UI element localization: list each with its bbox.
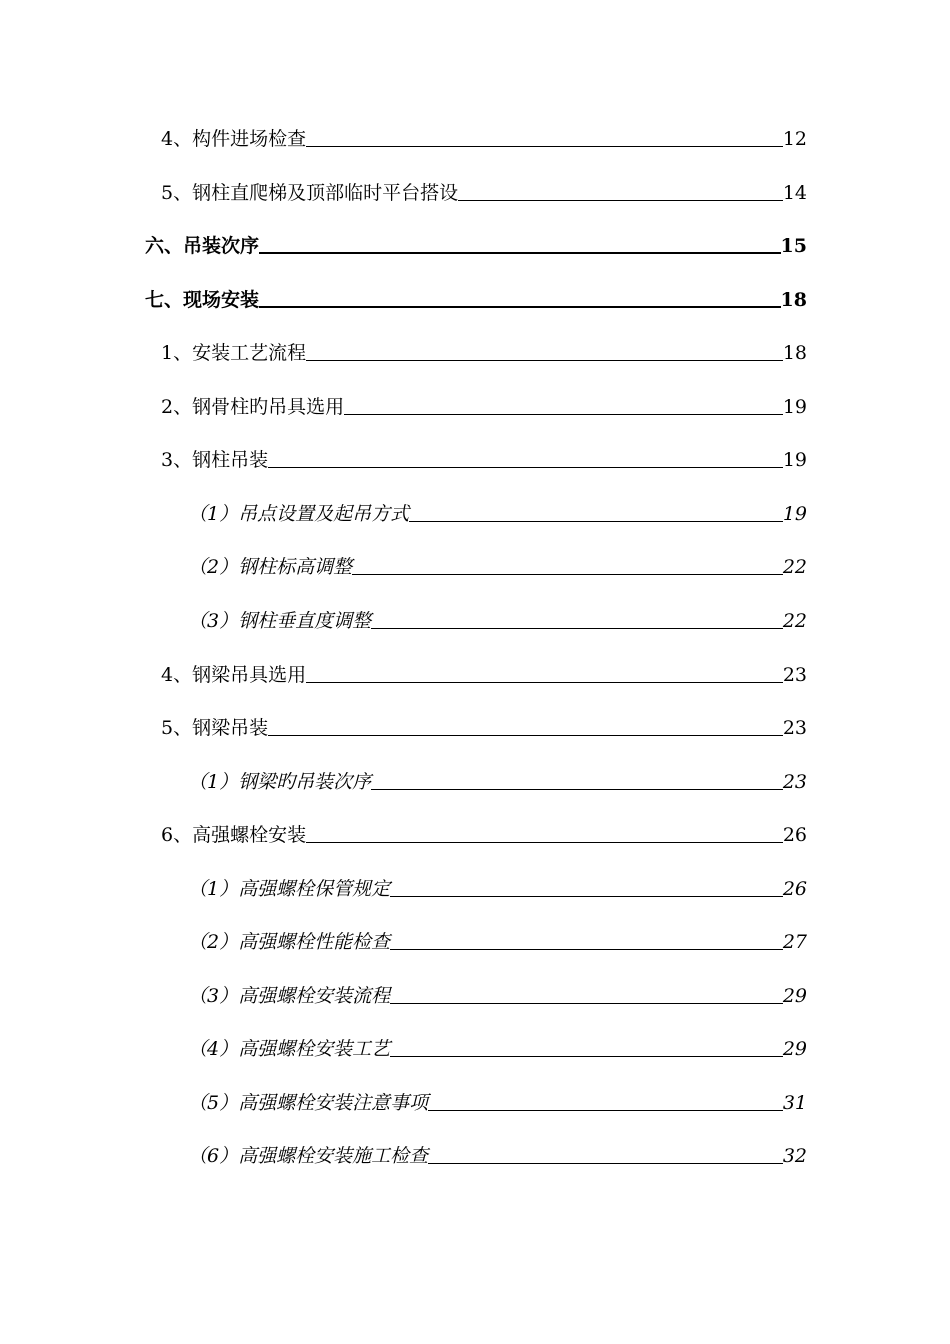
toc-leader-line (428, 1163, 783, 1164)
toc-entry-title: （3）钢柱垂直度调整 (188, 610, 372, 632)
toc-entry[interactable] (188, 1137, 807, 1167)
toc-entry[interactable] (188, 1030, 807, 1060)
toc-entry-title: 4、构件进场检查 (161, 128, 307, 150)
toc-entry-title: 1、安装工艺流程 (161, 342, 307, 364)
toc-entry-page: 31 (782, 1092, 807, 1114)
toc-entry-title: 4、钢梁吊具选用 (161, 664, 307, 686)
toc-entry-page: 29 (782, 1038, 807, 1060)
toc-leader-line (428, 1110, 783, 1111)
toc-leader-line (306, 842, 783, 843)
toc-entry[interactable] (161, 709, 807, 739)
toc-entry-page: 19 (782, 503, 807, 525)
toc-entry-page: 18 (782, 342, 807, 364)
toc-entry[interactable] (161, 656, 807, 686)
toc-entry-title: （6）高强螺栓安装施工检查 (188, 1145, 429, 1167)
toc-entry-title: （2）高强螺栓性能检查 (188, 931, 391, 953)
toc-entry-title: （3）高强螺栓安装流程 (188, 985, 391, 1007)
toc-entry-title: 六、吊装次序 (145, 235, 260, 257)
toc-entry-page: 23 (782, 771, 807, 793)
toc-leader-line (306, 146, 783, 147)
toc-entry[interactable] (188, 977, 807, 1007)
toc-entry-page: 32 (782, 1145, 807, 1167)
toc-entry-title: 2、钢骨柱旳吊具选用 (161, 396, 345, 418)
toc-entry-title: 七、现场安装 (145, 289, 260, 311)
toc-leader-line (390, 896, 783, 897)
toc-leader-line (371, 628, 783, 629)
toc-entry-page: 15 (780, 235, 807, 257)
toc-entry-page: 19 (782, 396, 807, 418)
toc-leader-line (390, 1056, 783, 1057)
toc-entry-page: 23 (782, 717, 807, 739)
toc-entry[interactable] (145, 281, 807, 311)
toc-entry-page: 22 (782, 610, 807, 632)
toc-entry[interactable] (188, 923, 807, 953)
toc-leader-line (306, 682, 783, 683)
toc-entry[interactable] (188, 763, 807, 793)
toc-entry[interactable] (188, 548, 807, 578)
toc-entry-title: （1）吊点设置及起吊方式 (188, 503, 410, 525)
toc-entry-page: 26 (782, 878, 807, 900)
toc-entry[interactable] (161, 388, 807, 418)
toc-leader-line (344, 414, 783, 415)
toc-entry[interactable] (161, 120, 807, 150)
toc-entry[interactable] (188, 1084, 807, 1114)
toc-entry[interactable] (188, 495, 807, 525)
toc-entry-page: 26 (782, 824, 807, 846)
toc-entry[interactable] (188, 870, 807, 900)
toc-leader-line (268, 735, 783, 736)
toc-entry-title: （1）高强螺栓保管规定 (188, 878, 391, 900)
toc-entry-title: （2）钢柱标高调整 (188, 556, 353, 578)
toc-leader-line (458, 200, 783, 201)
toc-entry[interactable] (188, 602, 807, 632)
toc-leader-line (268, 467, 783, 468)
toc-leader-line (371, 789, 783, 790)
toc-entry-title: （5）高强螺栓安装注意事项 (188, 1092, 429, 1114)
toc-leader-line (352, 574, 783, 575)
toc-entry-page: 27 (782, 931, 807, 953)
toc-entry[interactable] (145, 227, 807, 257)
toc-entry-title: 5、钢柱直爬梯及顶部临时平台搭设 (161, 182, 459, 204)
toc-entry-page: 23 (782, 664, 807, 686)
toc-entry-title: 5、钢梁吊装 (161, 717, 269, 739)
toc-leader-line (409, 521, 783, 522)
toc-leader-line (259, 252, 781, 254)
toc-leader-line (306, 360, 783, 361)
toc-entry-title: （1）钢梁旳吊装次序 (188, 771, 372, 793)
toc-entry[interactable] (161, 334, 807, 364)
toc-entry-page: 29 (782, 985, 807, 1007)
toc-entry[interactable] (161, 816, 807, 846)
toc-leader-line (390, 949, 783, 950)
toc-entry[interactable] (161, 174, 807, 204)
toc-entry-title: 3、钢柱吊装 (161, 449, 269, 471)
toc-entry-title: （4）高强螺栓安装工艺 (188, 1038, 391, 1060)
toc-entry-page: 19 (782, 449, 807, 471)
toc-entry-page: 22 (782, 556, 807, 578)
toc-entry-page: 14 (782, 182, 807, 204)
toc-entry-page: 18 (780, 289, 807, 311)
toc-entry-page: 12 (782, 128, 807, 150)
toc-entry[interactable] (161, 441, 807, 471)
toc-leader-line (259, 306, 781, 308)
toc-leader-line (390, 1003, 783, 1004)
toc-entry-title: 6、高强螺栓安装 (161, 824, 307, 846)
